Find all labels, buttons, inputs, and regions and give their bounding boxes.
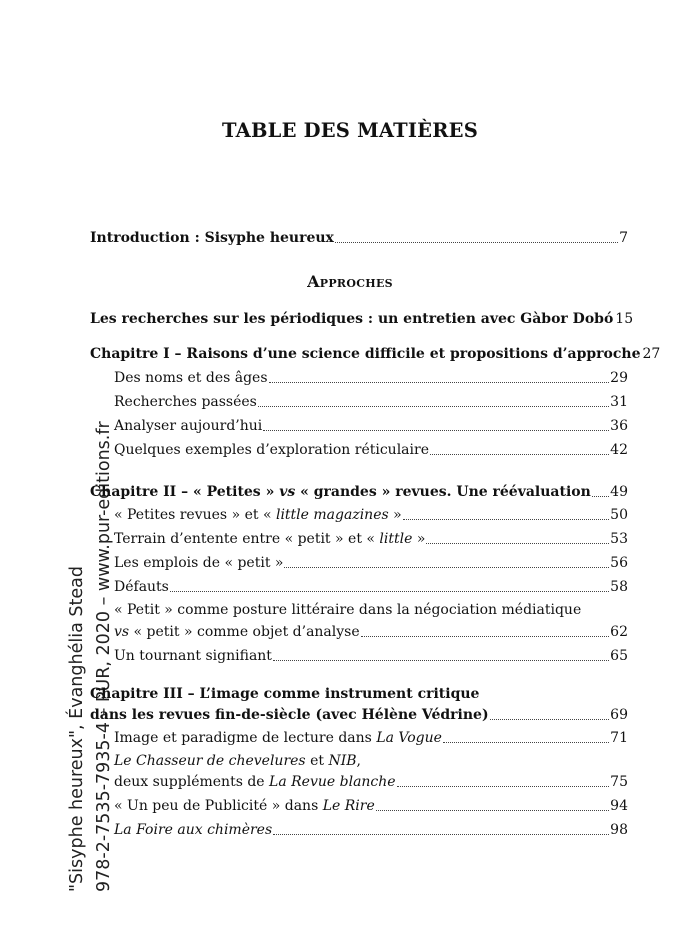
toc-entry-label: « Petites revues » et « little magazines » — [114, 507, 402, 523]
toc-entry-page: 71 — [610, 730, 628, 746]
toc-entry-page: 31 — [610, 394, 628, 410]
toc-entry-label: Défauts — [114, 579, 169, 595]
toc-subentry[interactable] — [114, 797, 628, 815]
leader-dots — [335, 242, 618, 243]
leader-dots — [170, 591, 609, 592]
toc-entry-label: Terrain d’entente entre « petit » et « little » — [114, 531, 426, 547]
toc-entry-page: 98 — [610, 822, 628, 838]
toc-subentry-line-1[interactable]: Le Chasseur de chevelures et NIB, — [114, 753, 361, 769]
toc-entry-label: Les recherches sur les périodiques : un entretien avec Gàbor Dobó — [90, 311, 614, 327]
toc-entry-page: 50 — [610, 507, 628, 523]
toc-subentry[interactable] — [114, 578, 628, 596]
toc-subentry[interactable] — [114, 647, 628, 665]
toc-entry-label: La Foire aux chimères — [114, 822, 273, 838]
toc-entry-label: Les emplois de « petit » — [114, 555, 284, 571]
toc-subentry[interactable] — [114, 417, 628, 435]
toc-entry-label: Un tournant signifiant — [114, 648, 272, 664]
toc-entry-introduction[interactable] — [90, 229, 628, 247]
toc-subentry[interactable] — [114, 441, 628, 459]
toc-subentry[interactable] — [114, 506, 628, 524]
page-title: TABLE DES MATIÈRES — [222, 119, 478, 142]
leader-dots — [284, 567, 609, 568]
leader-dots — [273, 834, 609, 835]
toc-entry-label: Analyser aujourd’hui — [114, 418, 263, 434]
toc-entry-label: Recherches passées — [114, 394, 257, 410]
leader-dots — [397, 786, 610, 787]
toc-entry-page: 94 — [610, 798, 628, 814]
leader-dots — [443, 742, 609, 743]
leader-dots — [273, 660, 609, 661]
toc-entry-chapitre-3-line-1[interactable]: Chapitre III – L’image comme instrument critique — [90, 686, 480, 702]
toc-subentry[interactable] — [114, 623, 628, 641]
toc-entry-label: « Un peu de Publicité » dans Le Rire — [114, 798, 375, 814]
toc-entry-page: 36 — [610, 418, 628, 434]
toc-entry-chapitre-3[interactable] — [90, 706, 628, 724]
side-credit-line-2: 978-2-7535-7935-4 – PUR, 2020 – www.pur-editions.fr — [94, 421, 114, 892]
leader-dots — [403, 519, 609, 520]
toc-entry-page: 53 — [610, 531, 628, 547]
toc-entry-label: deux suppléments de La Revue blanche — [114, 774, 396, 790]
leader-dots — [490, 719, 610, 720]
toc-entry-page: 7 — [619, 230, 628, 246]
toc-entry-page: 58 — [610, 579, 628, 595]
leader-dots — [269, 382, 610, 383]
toc-subentry[interactable] — [114, 369, 628, 387]
toc-subentry[interactable] — [114, 554, 628, 572]
side-credit-line-1: "Sisyphe heureux", Évanghélia Stead — [67, 566, 87, 892]
toc-entry-chapitre-2[interactable] — [90, 483, 628, 501]
toc-entry-label: Introduction : Sisyphe heureux — [90, 230, 334, 246]
toc-entry-page: 69 — [610, 707, 628, 723]
toc-subentry[interactable] — [114, 530, 628, 548]
toc-subentry[interactable] — [114, 393, 628, 411]
toc-entry-page: 29 — [610, 370, 628, 386]
toc-entry-page: 42 — [610, 442, 628, 458]
toc-entry-label: vs « petit » comme objet d’analyse — [114, 624, 360, 640]
leader-dots — [426, 543, 609, 544]
toc-entry-label: Des noms et des âges — [114, 370, 268, 386]
toc-entry-chapitre-1[interactable] — [90, 345, 661, 363]
toc-entry-label: Image et paradigme de lecture dans La Vogue — [114, 730, 442, 746]
leader-dots — [263, 430, 609, 431]
toc-entry-label: Chapitre I – Raisons d’une science difficile et propositions d’approche — [90, 346, 641, 362]
toc-subentry[interactable] — [114, 773, 628, 791]
leader-dots — [592, 496, 609, 497]
toc-entry-page: 65 — [610, 648, 628, 664]
leader-dots — [258, 406, 609, 407]
toc-entry-page: 15 — [615, 311, 634, 327]
toc-entry-page: 62 — [610, 624, 628, 640]
leader-dots — [430, 454, 609, 455]
toc-entry-page: 49 — [610, 484, 628, 500]
section-heading-approches: Approches — [307, 272, 393, 291]
toc-entry-label: Quelques exemples d’exploration réticulaire — [114, 442, 429, 458]
leader-dots — [376, 810, 609, 811]
toc-entry-label: dans les revues fin-de-siècle (avec Hélène Védrine) — [90, 707, 489, 723]
toc-subentry[interactable] — [114, 729, 628, 747]
toc-entry-label: Chapitre II – « Petites » vs « grandes » revues. Une réévaluation — [90, 484, 591, 500]
toc-subentry[interactable] — [114, 821, 628, 839]
toc-entry-page: 75 — [610, 774, 628, 790]
toc-subentry-line-1[interactable]: « Petit » comme posture littéraire dans la négociation médiatique — [114, 602, 582, 618]
toc-entry-entretien[interactable] — [90, 310, 634, 328]
leader-dots — [361, 636, 610, 637]
toc-entry-page: 27 — [642, 346, 661, 362]
toc-entry-page: 56 — [610, 555, 628, 571]
